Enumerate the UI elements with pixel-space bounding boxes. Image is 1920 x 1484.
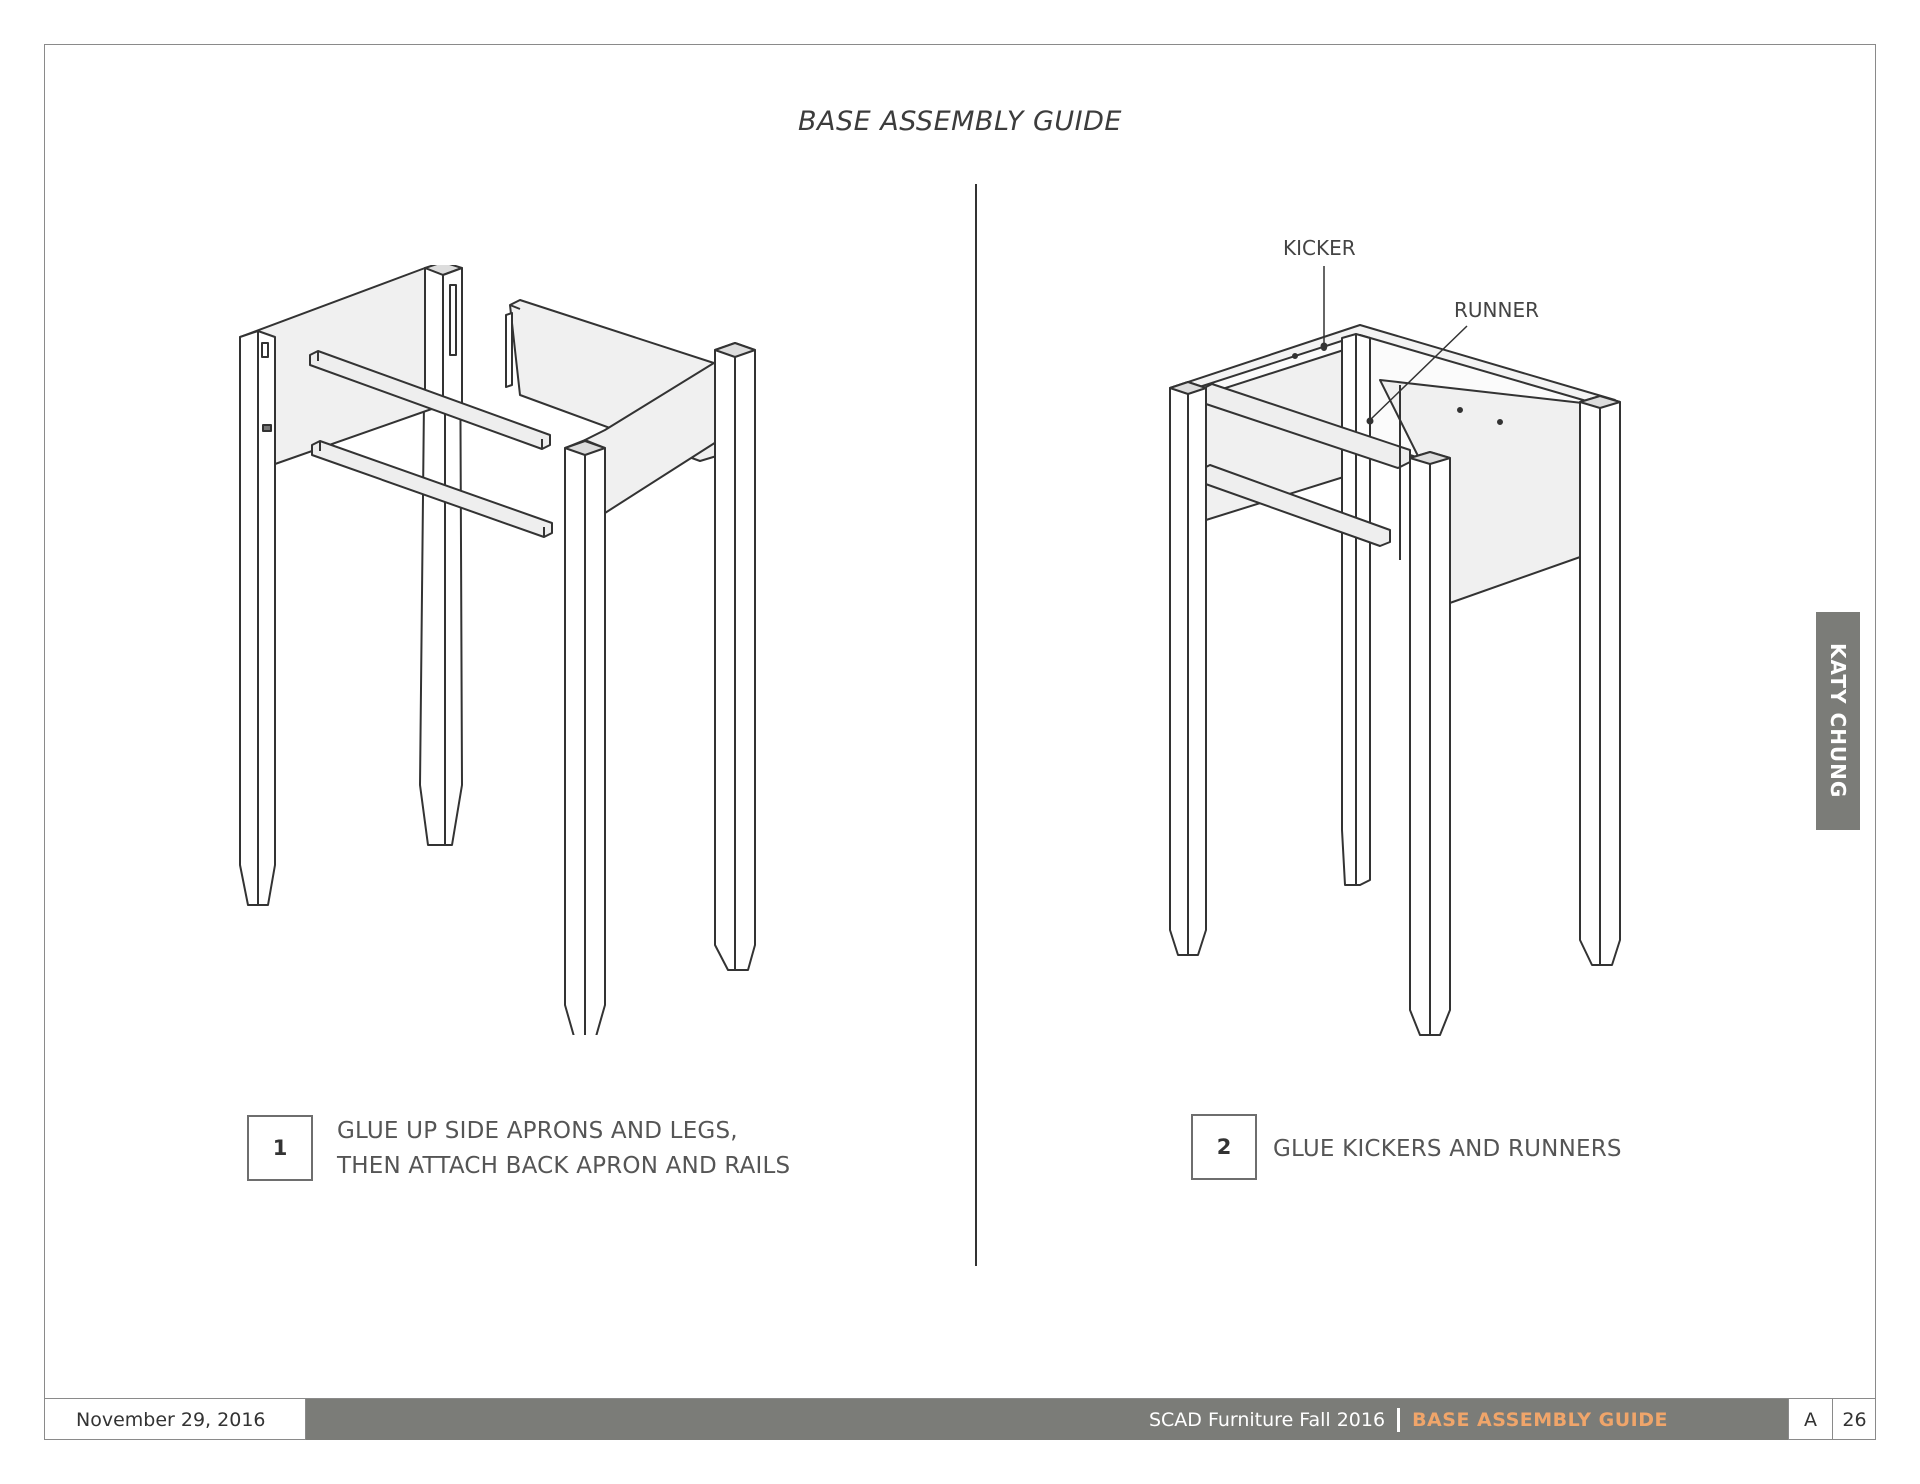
footer-separator (1397, 1408, 1400, 1432)
step-1-text (337, 1114, 790, 1184)
footer-course: SCAD Furniture Fall 2016 (1148, 1408, 1386, 1431)
footer-letter: A (1788, 1399, 1832, 1440)
step-2-line-1: GLUE KICKERS AND RUNNERS (1273, 1136, 1622, 1162)
step-2-number: 2 (1191, 1114, 1257, 1180)
step-1-number: 1 (247, 1115, 313, 1181)
step-2-text (1273, 1132, 1622, 1167)
column-divider (975, 184, 977, 1266)
page-title: BASE ASSEMBLY GUIDE (798, 106, 1122, 137)
footer-date: November 29, 2016 (44, 1399, 306, 1440)
footer-page-number: 26 (1832, 1399, 1876, 1440)
author-name: KATY CHUNG (1826, 643, 1850, 799)
step-1-line-2: THEN ATTACH BACK APRON AND RAILS (337, 1153, 791, 1179)
footer-band (306, 1399, 1788, 1440)
kicker-callout: KICKER (1283, 236, 1356, 260)
step-2-drawing (1160, 310, 1630, 1040)
footer-section: BASE ASSEMBLY GUIDE (1412, 1408, 1668, 1431)
author-side-tab (1816, 612, 1860, 830)
step-1-line-1: GLUE UP SIDE APRONS AND LEGS, (337, 1118, 738, 1144)
runner-callout: RUNNER (1454, 298, 1539, 322)
footer (44, 1398, 1876, 1440)
step-1-drawing (230, 265, 810, 1035)
